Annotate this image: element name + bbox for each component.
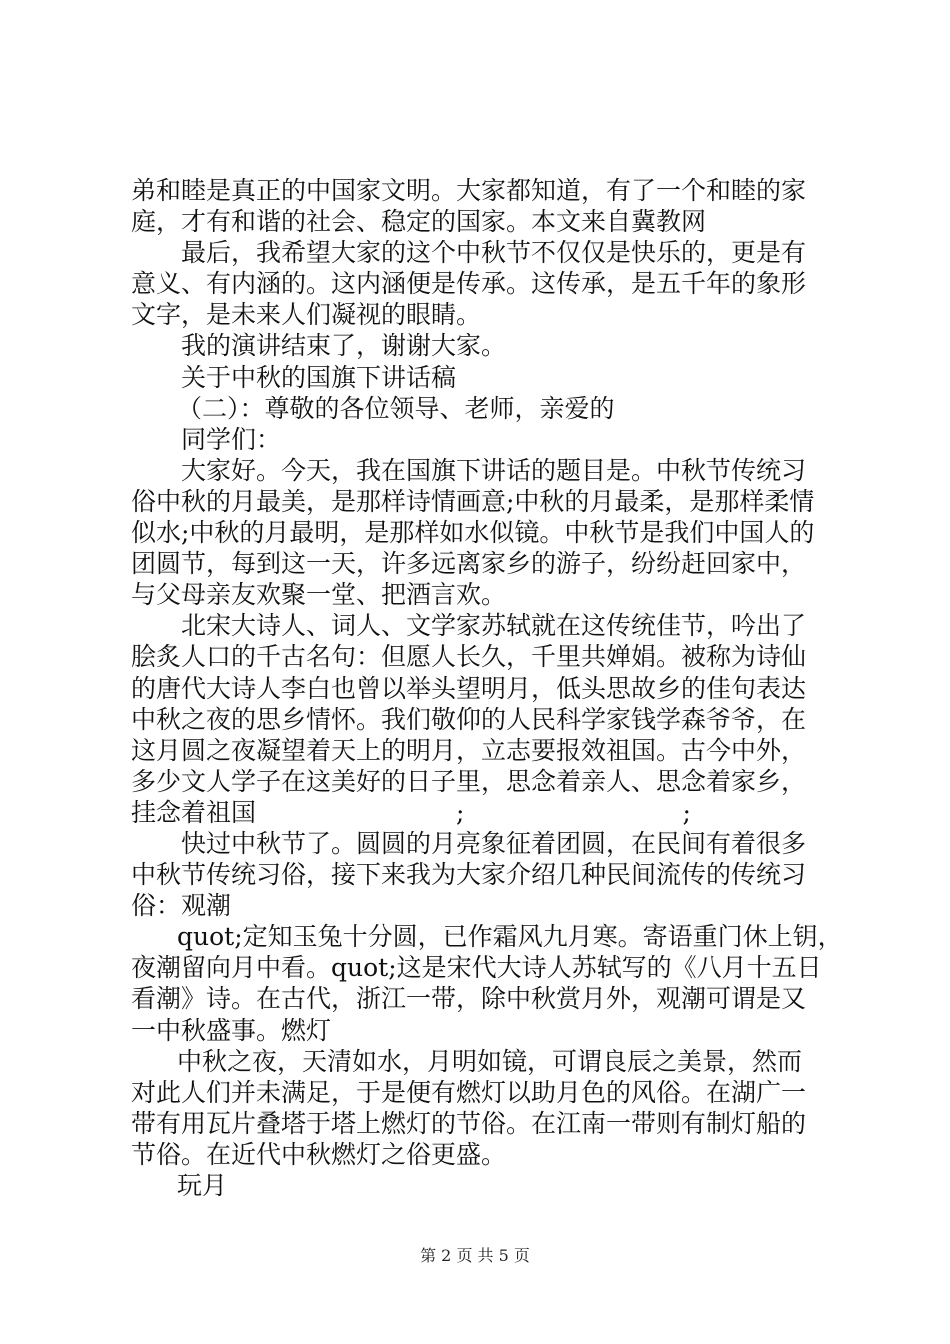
text-line: 团圆节，每到这一天，许多远离家乡的游子，纷纷赶回家中， [131, 549, 807, 579]
text-line-with-semicolons [131, 797, 831, 828]
text-line: 的唐代大诗人李白也曾以举头望明月，低头思故乡的佳句表达 [131, 673, 807, 703]
text-line: 俗中秋的月最美，是那样诗情画意;中秋的月最柔，是那样柔情 [131, 486, 815, 516]
text-line: 我的演讲结束了，谢谢大家。 [181, 331, 507, 361]
text-line: 同学们： [181, 424, 282, 454]
semicolon-mark: ; [456, 797, 465, 827]
text-line: 文字，是未来人们凝视的眼睛。 [131, 300, 482, 330]
text-line: 玩月 [177, 1171, 228, 1200]
page-footer [0, 1243, 950, 1266]
text-line: 最后，我希望大家的这个中秋节不仅仅是快乐的，更是有 [181, 238, 807, 268]
text-line: 弟和睦是真正的中国家文明。大家都知道，有了一个和睦的家 [131, 176, 807, 205]
text-line: 似水;中秋的月最明，是那样如水似镜。中秋节是我们中国人的 [131, 518, 815, 548]
text-line: 中秋之夜，天清如水，月明如镜，可谓良辰之美景，然而 [177, 1046, 803, 1076]
body-text [131, 175, 843, 1201]
text-line: 北宋大诗人、词人、文学家苏轼就在这传统佳节，吟出了 [181, 611, 807, 641]
text-line: 脍炙人口的千古名句：但愿人长久，千里共婵娟。被称为诗仙 [131, 642, 807, 672]
text-line: 大家好。今天，我在国旗下讲话的题目是。中秋节传统习 [181, 455, 807, 485]
text-fragment: 挂念着祖国 [131, 797, 257, 827]
text-line: 庭，才有和谐的社会、稳定的国家。本文来自冀教网 [131, 207, 707, 237]
text-line: 俗：观潮 [131, 891, 232, 921]
text-line: 中秋节传统习俗，接下来我为大家介绍几种民间流传的传统习 [131, 860, 807, 890]
text-line: 带有用瓦片叠塔于塔上燃灯的节俗。在江南一带则有制灯船的 [131, 1108, 807, 1138]
text-line: 对此人们并未满足，于是便有燃灯以助月色的风俗。在湖广一 [131, 1077, 807, 1107]
text-line: 多少文人学子在这美好的日子里，思念着亲人、思念着家乡， [131, 766, 807, 796]
text-line: 与父母亲友欢聚一堂、把酒言欢。 [131, 580, 507, 610]
text-line: 夜潮留向月中看。quot;这是宋代大诗人苏轼写的《八月十五日 [131, 953, 822, 983]
heading-line: 关于中秋的国旗下讲话稿 [181, 362, 457, 392]
text-line: （二）：尊敬的各位领导、老师，亲爱的 [177, 393, 615, 423]
text-line: 这月圆之夜凝望着天上的明月，立志要报效祖国。古今中外， [131, 735, 807, 765]
text-line: 中秋之夜的思乡情怀。我们敬仰的人民科学家钱学森爷爷，在 [131, 704, 807, 734]
semicolon-mark: ; [682, 797, 691, 827]
text-line: 一中秋盛事。燃灯 [131, 1015, 332, 1045]
page-number: 第 2 页 共 5 页 [420, 1246, 530, 1265]
text-line: 看潮》诗。在古代，浙江一带，除中秋赏月外，观潮可谓是又 [131, 984, 807, 1014]
text-line: 节俗。在近代中秋燃灯之俗更盛。 [131, 1139, 507, 1169]
text-line: quot;定知玉兔十分圆，已作霜风九月寒。寄语重门休上钥， [177, 922, 843, 952]
text-line: 意义、有内涵的。这内涵便是传承。这传承，是五千年的象形 [131, 269, 807, 299]
text-line: 快过中秋节了。圆圆的月亮象征着团圆，在民间有着很多 [181, 828, 807, 858]
